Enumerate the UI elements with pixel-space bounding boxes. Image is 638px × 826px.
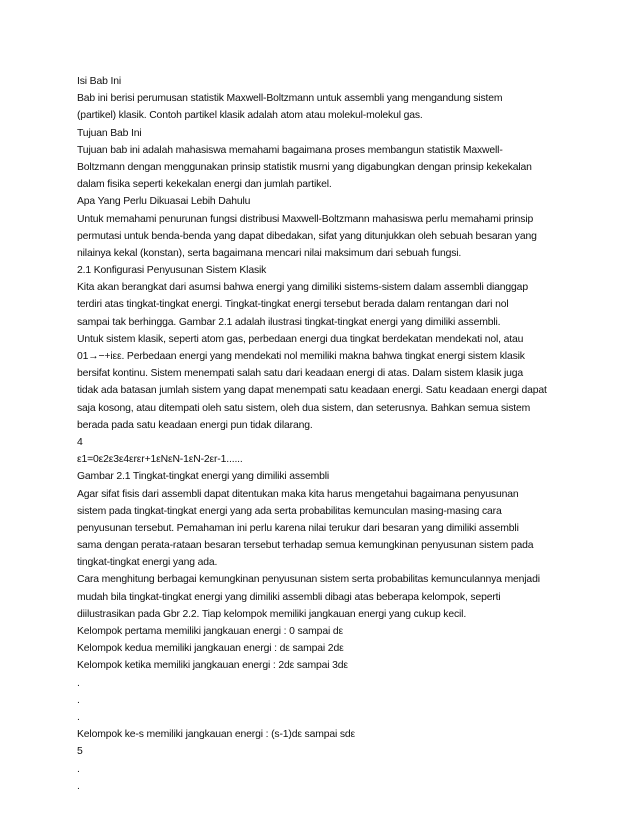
document-body xyxy=(77,73,577,795)
text-line: nilainya kekal (konstan), serta bagaimana mencari nilai maksimum dari sebuah fungsi. xyxy=(77,247,462,259)
section-heading-tujuan-bab-ini: Tujuan Bab Ini xyxy=(77,127,142,139)
text-line: terdiri atas tingkat-tingkat energi. Tingkat-tingkat energi tersebut berada dalam rentangan dari nol xyxy=(77,299,509,311)
page-number: 4 xyxy=(77,436,83,448)
text-line: mudah bila tingkat-tingkat energi yang dimiliki assembli dibagi atas beberapa kelompok, seperti xyxy=(77,591,501,603)
text-line: Cara menghitung berbagai kemungkinan penyusunan sistem serta probabilitas kemunculannya menjadi xyxy=(77,574,540,586)
text-line: Boltzmann dengan menggunakan prinsip statistik musrni yang digabungkan dengan prinsip kekekalan xyxy=(77,161,532,173)
section-heading-isi-bab-ini: Isi Bab Ini xyxy=(77,76,121,87)
text-line: . xyxy=(77,780,80,792)
text-line: sistem pada tingkat-tingkat energi yang ada serta probabilitas kemunculan masing-masing cara xyxy=(77,505,502,517)
text-line: Kelompok ketika memiliki jangkauan energi : 2dε sampai 3dε xyxy=(77,660,348,672)
text-line: diilustrasikan pada Gbr 2.2. Tiap kelompok memiliki jangkauan energi yang cukup kecil. xyxy=(77,608,467,620)
page-number: 5 xyxy=(77,746,83,758)
text-line: Untuk memahami penurunan fungsi distribusi Maxwell-Boltzmann mahasiswa perlu memahami prinsip xyxy=(77,213,534,225)
text-line: Agar sifat fisis dari assembli dapat ditentukan maka kita harus mengetahui bagaimana penyusunan xyxy=(77,488,519,500)
text-line: permutasi untuk benda-benda yang dapat dibedakan, sifat yang ditunjukkan oleh sebuah besaran yang xyxy=(77,230,537,242)
text-line: . xyxy=(77,694,80,706)
text-line: saja kosong, atau ditempati oleh satu sistem, oleh dua sistem, dan seterusnya. Bahkan semua sistem xyxy=(77,402,531,414)
section-heading-prerequisites: Apa Yang Perlu Dikuasai Lebih Dahulu xyxy=(77,196,251,208)
text-line: Kelompok ke-s memiliki jangkauan energi : (s-1)dε sampai sdε xyxy=(77,729,356,741)
text-line: tidak ada batasan jumlah sistem yang dapat menempati satu keadaan energi. Satu keadaan energi dapat xyxy=(77,385,547,397)
text-line: Kita akan berangkat dari asumsi bahwa energi yang dimiliki sistems-sistem dalam assembli dianggap xyxy=(77,282,528,294)
text-line: Kelompok pertama memiliki jangkauan energi : 0 sampai dε xyxy=(77,626,343,637)
text-line: berada pada satu keadaan energi pun tidak dilarang. xyxy=(77,419,313,431)
text-line: Untuk sistem klasik, seperti atom gas, perbedaan energi dua tingkat berdekatan mendekati nol, atau xyxy=(77,333,524,345)
text-line: Kelompok kedua memiliki jangkauan energi : dε sampai 2dε xyxy=(77,643,344,655)
energy-levels-formula: ε1=0ε2ε3ε4εrεr+1εNεN-1εN-2εr-1...... xyxy=(77,454,243,466)
text-line: . xyxy=(77,763,80,775)
text-line: sampai tak berhingga. Gambar 2.1 adalah ilustrasi tingkat-tingkat energi yang dimiliki assembli. xyxy=(77,316,501,328)
text-line: . xyxy=(77,711,80,723)
text-line: tingkat-tingkat energi yang ada. xyxy=(77,557,218,569)
section-heading-2-1: 2.1 Konfigurasi Penyusunan Sistem Klasik xyxy=(77,265,267,277)
text-line: penyusunan tersebut. Pemahaman ini perlu karena nilai terukur dari besaran yang dimiliki assembli xyxy=(77,522,519,534)
text-line: 01→−+iεε. Perbedaan energi yang mendekati nol memiliki makna bahwa tingkat energi sistem klasik xyxy=(77,351,525,362)
text-line: sama dengan perata-rataan besaran tersebut terhadap semua kemungkinan penyusunan sistem pada xyxy=(77,540,534,552)
text-line: Bab ini berisi perumusan statistik Maxwell-Boltzmann untuk assembli yang mengandung sistem xyxy=(77,93,503,105)
text-line: . xyxy=(77,677,80,689)
text-line: Tujuan bab ini adalah mahasiswa memahami bagaimana proses membangun statistik Maxwell- xyxy=(77,144,503,156)
text-line: bersifat kontinu. Sistem menempati salah satu dari keadaan energi di atas. Dalam sistem klasik juga xyxy=(77,368,524,380)
figure-caption-2-1: Gambar 2.1 Tingkat-tingkat energi yang dimiliki assembli xyxy=(77,471,330,483)
text-line: dalam fisika seperti kekekalan energi dan jumlah partikel. xyxy=(77,179,332,191)
text-line: (partikel) klasik. Contoh partikel klasik adalah atom atau molekul-molekul gas. xyxy=(77,110,423,122)
